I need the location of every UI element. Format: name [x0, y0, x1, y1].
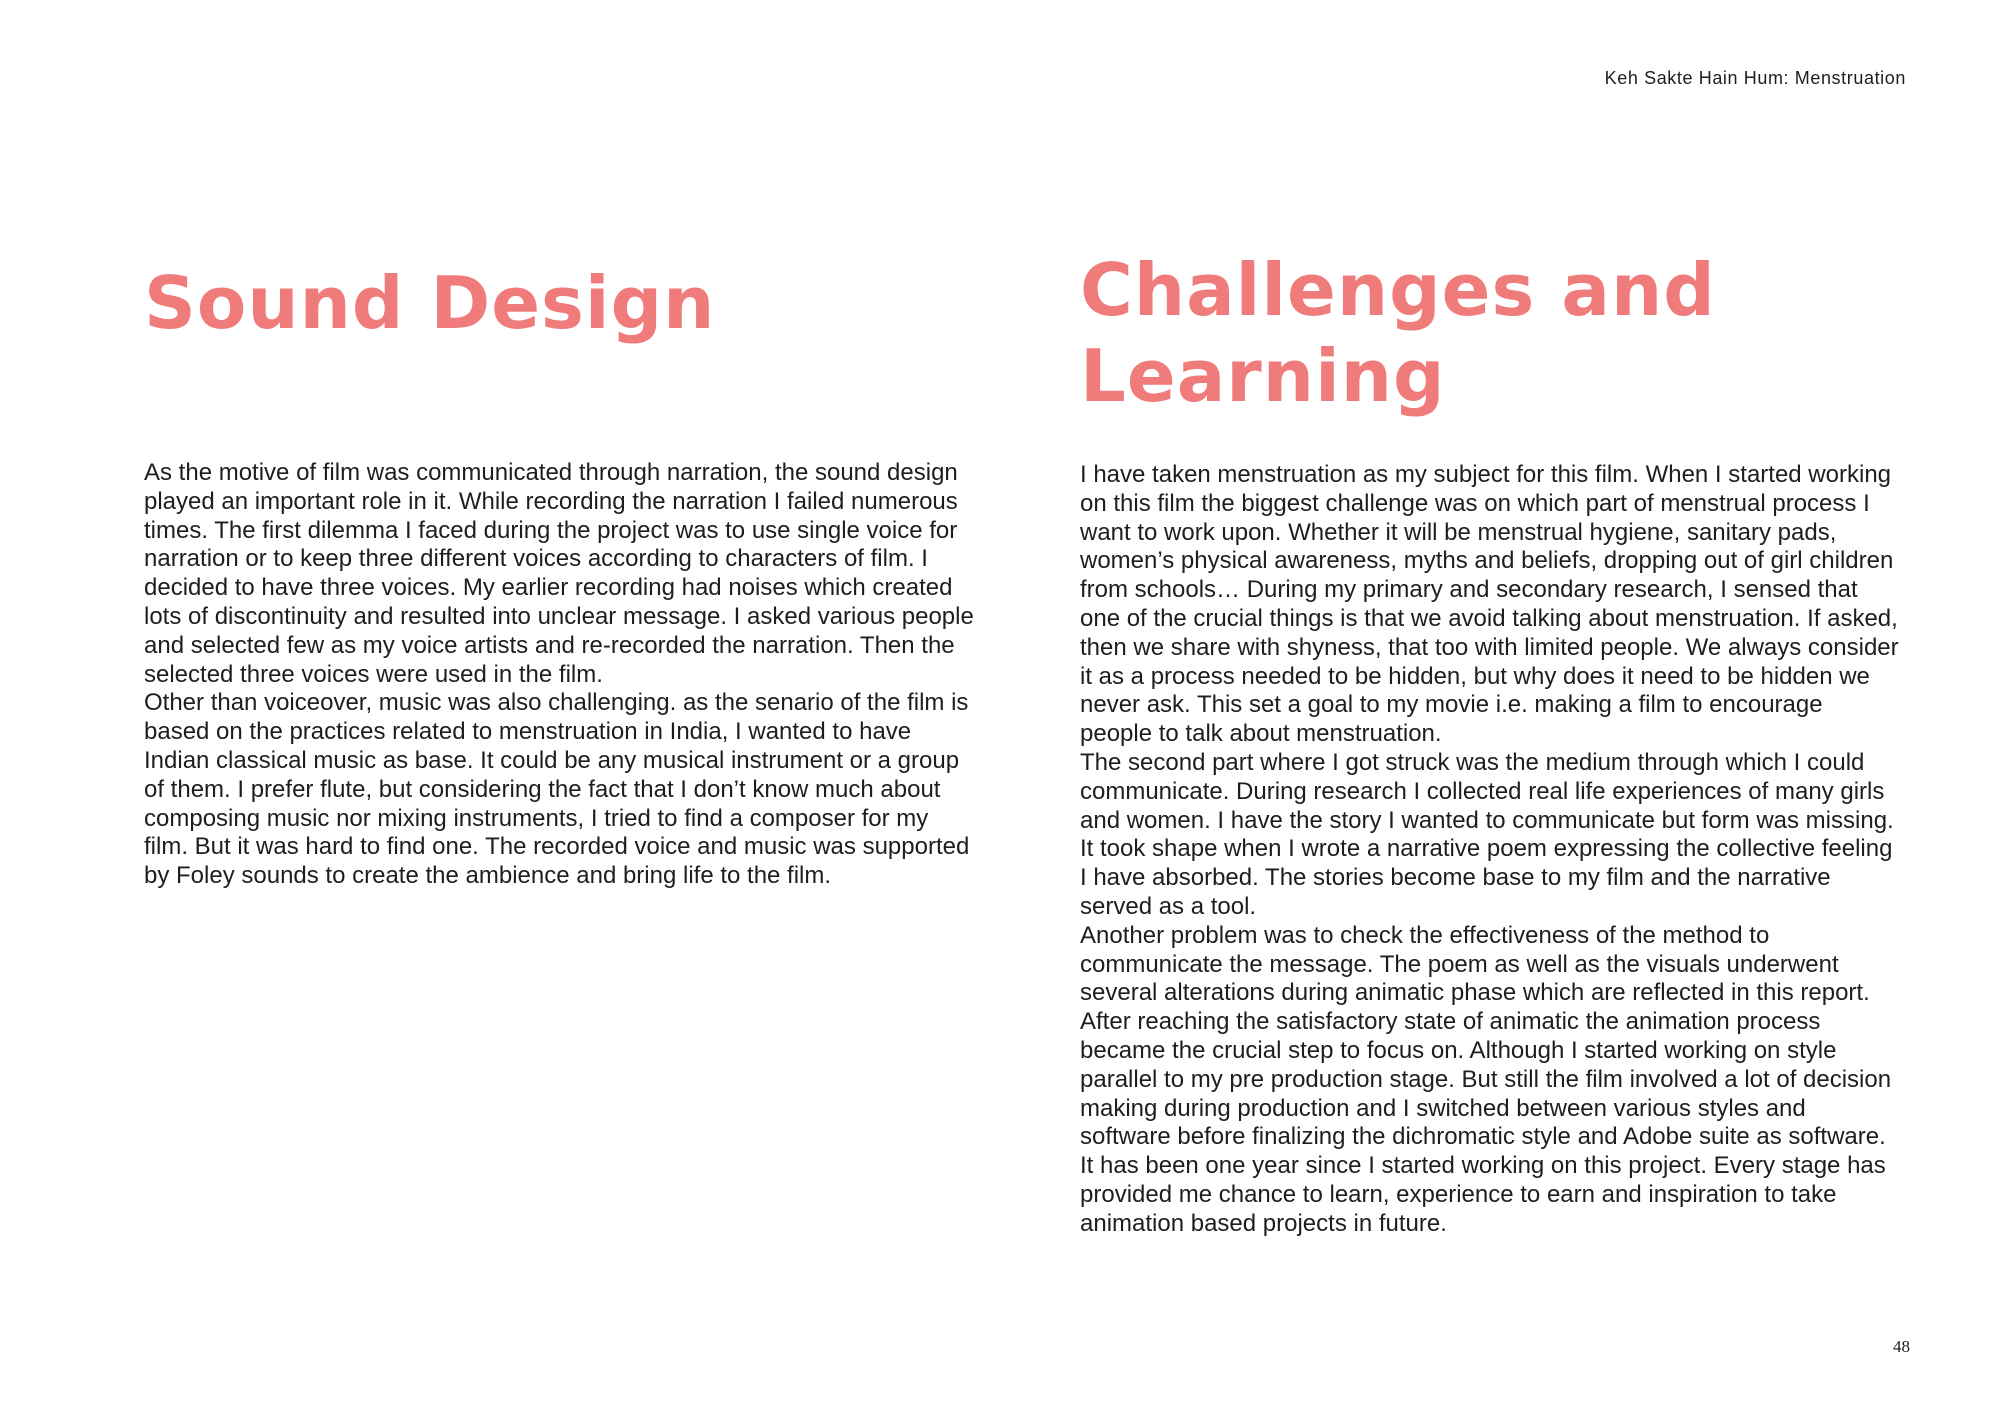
body-paragraph: Another problem was to check the effectiveness of the method to communicate the message. The poem as well as the visuals underwent several alterations during animatic phase which are reflected in this report. [1080, 921, 1870, 1007]
heading-line-1: Challenges and [1080, 248, 1716, 332]
sound-design-heading: Sound Design [144, 261, 716, 345]
body-paragraph: The second part where I got struck was the medium through which I could communicate. During research I collected real life experiences of many girls and women. I have the story I wanted to communicate but form was missing. It took shape when I wrote a narrative poem expressing the collective feeling I have absorbed. The stories become base to my film and the narrative served as a tool. [1080, 748, 1894, 920]
body-paragraph: As the motive of film was communicated through narration, the sound design played an important role in it. While recording the narration I failed numerous times. The first dilemma I faced during the project was to use single voice for narration or to keep three different voices according to characters of film. I decided to have three voices. My earlier recording had noises which created lots of discontinuity and resulted into unclear message. I asked various people and selected few as my voice artists and re-recorded the narration. Then the selected three voices were used in the film. [144, 459, 974, 688]
sound-design-body [144, 459, 974, 891]
body-paragraph: It has been one year since I started working on this project. Every stage has provided me chance to learn, experience to earn and inspiration to take animation based projects in future. [1080, 1152, 1886, 1237]
page-number: 48 [1893, 1337, 1910, 1356]
challenges-learning-heading [1080, 247, 1720, 419]
challenges-learning-body [1080, 461, 1900, 1239]
heading-line-2: Learning [1080, 334, 1446, 418]
body-paragraph: Other than voiceover, music was also challenging. as the senario of the film is based on the practices related to menstruation in India, I wanted to have Indian classical music as base. It could be any musical instrument or a group of them. I prefer flute, but considering the fact that I don’t know much about composing music nor mixing instruments, I tried to find a composer for my film. But it was hard to find one. The recorded voice and music was supported by Foley sounds to create the ambience and bring life to the film. [144, 689, 970, 890]
body-paragraph: After reaching the satisfactory state of animatic the animation process became the crucial step to focus on. Although I started working on style parallel to my pre production stage. But still the film involved a lot of decision making during production and I switched between various styles and software before finalizing the dichromatic style and Adobe suite as software. [1080, 1008, 1892, 1151]
body-paragraph: I have taken menstruation as my subject for this film. When I started working on this film the biggest challenge was on which part of menstrual process I want to work upon. Whether it will be menstrual hygiene, sanitary pads, women’s physical awareness, myths and beliefs, dropping out of girl children from schools… During my primary and secondary research, I sensed that one of the crucial things is that we avoid talking about menstruation. If asked, then we share with shyness, that too with limited people. We always consider it as a process needed to be hidden, but why does it need to be hidden we never ask. This set a goal to my movie i.e. making a film to encourage people to talk about menstruation. [1080, 461, 1899, 748]
running-header: Keh Sakte Hain Hum: Menstruation [1604, 68, 1906, 88]
